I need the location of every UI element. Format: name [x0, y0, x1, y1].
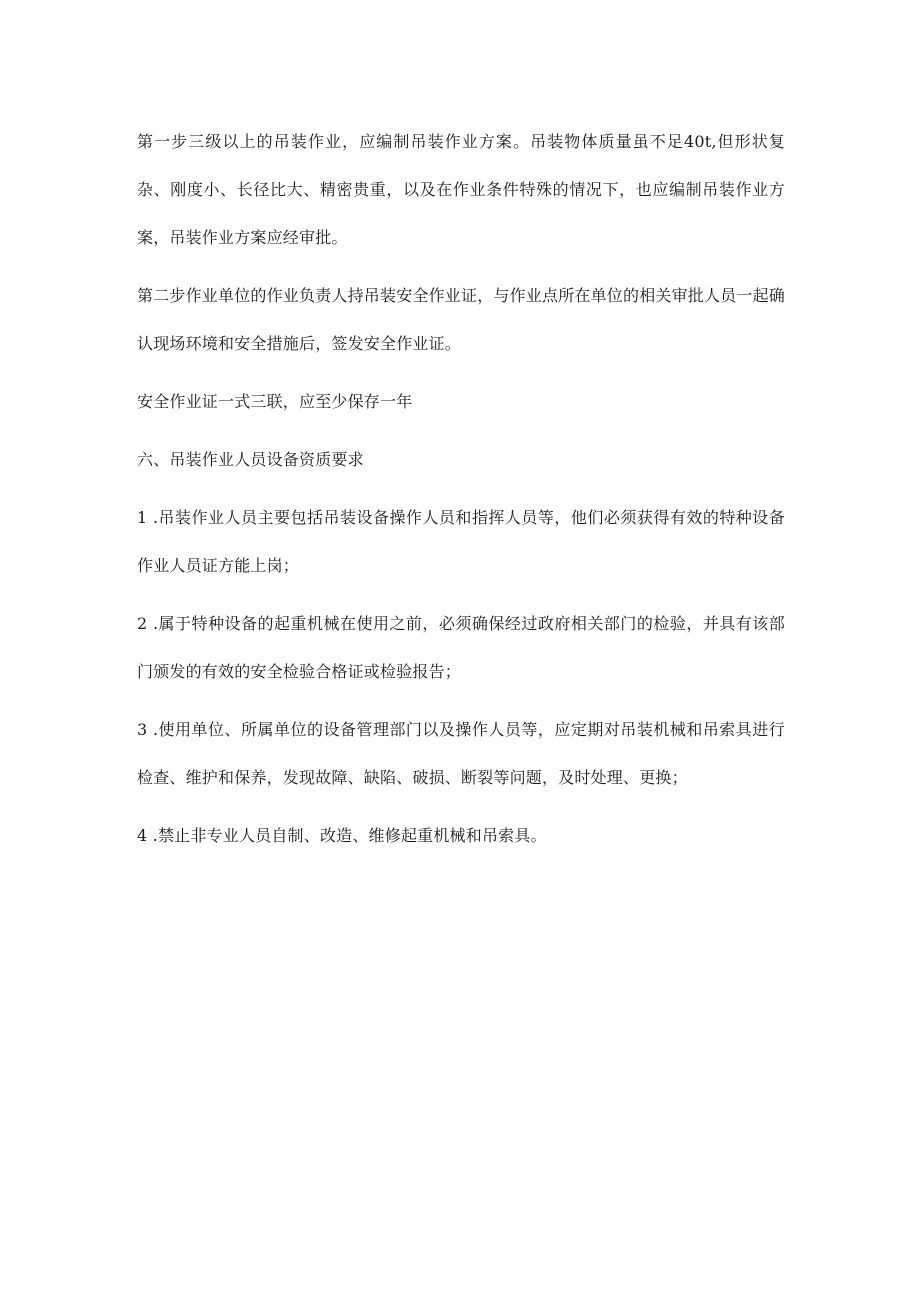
list-item-1: 1 .吊装作业人员主要包括吊装设备操作人员和指挥人员等，他们必须获得有效的特种设备作业人员证方能上岗； — [137, 508, 785, 575]
list-item-3: 3 .使用单位、所属单位的设备管理部门以及操作人员等，应定期对吊装机械和吊索具进行检查、维护和保养，发现故障、缺陷、破损、断裂等问题，及时处理、更换； — [137, 720, 785, 787]
paragraph-step-one: 第一步三级以上的吊装作业，应编制吊装作业方案。吊装物体质量虽不足40t,但形状复杂、刚度小、长径比大、精密贵重，以及在作业条件特殊的情况下，也应编制吊装作业方案，吊装作业方案应经审批。 — [137, 132, 785, 247]
list-item-4: 4 .禁止非专业人员自制、改造、维修起重机械和吊索具。 — [137, 826, 547, 845]
paragraph-permit-retention: 安全作业证一式三联，应至少保存一年 — [137, 392, 413, 411]
paragraph-step-two: 第二步作业单位的作业负责人持吊装安全作业证，与作业点所在单位的相关审批人员一起确认现场环境和安全措施后，签发安全作业证。 — [137, 286, 786, 353]
section-heading-qualification: 六、吊装作业人员设备资质要求 — [137, 450, 364, 469]
document-body — [137, 118, 785, 870]
list-item-2: 2 .属于特种设备的起重机械在使用之前，必须确保经过政府相关部门的检验，并具有该部门颁发的有效的安全检验合格证或检验报告； — [137, 614, 785, 681]
